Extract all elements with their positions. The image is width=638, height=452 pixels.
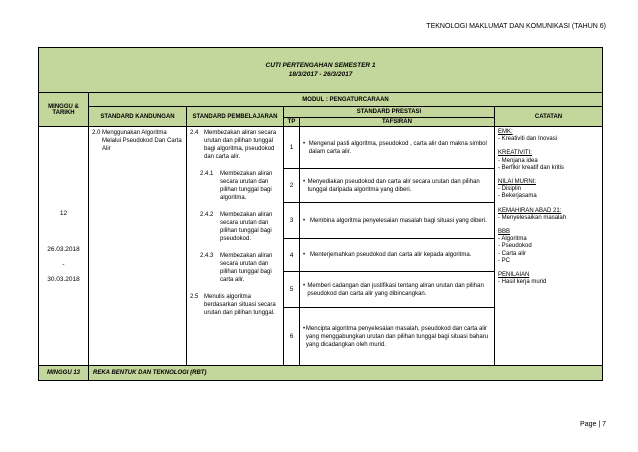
sk-text: Menggunakan Algoritma Melalui Pseudokod Dan Carta Alir bbox=[102, 130, 182, 152]
catatan-kemahiran-abad-21: KEMAHIRAN ABAD 21: - Menyelesaikan masalah bbox=[498, 207, 567, 221]
lesson-plan-table bbox=[38, 47, 603, 381]
sp-item-2-4: 2.4 Membezakan aliran secara urutan dan pilihan tunggal bagi algoritma, pseudokod dan carta alir. bbox=[190, 130, 277, 160]
tafsiran-6: • Mencipta algoritma penyelesaian masalah, pseudokod dan carta alir yang menggabungkan urutan dan pilihan tunggal bagi situasi baharu yang dicadangkan oleh murid. bbox=[300, 308, 495, 366]
catatan-emk: EMK: - Kreativiti dan Inovasi bbox=[498, 129, 558, 143]
catatan-header: CATATAN bbox=[495, 107, 603, 127]
tafsiran-1: • Mengenal pasti algoritma, pseudokod , carta alir dan makna simbol dalam carta alir. bbox=[300, 127, 495, 169]
rbt-cell: REKA BENTUK DAN TEKNOLOGI (RBT) bbox=[89, 366, 603, 381]
week-cell bbox=[39, 127, 89, 366]
tp-level-4: 4 bbox=[284, 239, 300, 272]
tp-level-3: 3 bbox=[284, 203, 300, 239]
cuti-cell bbox=[39, 48, 603, 93]
minggu-13-row bbox=[39, 366, 603, 381]
tafsiran-3: • Membina algoritma penyelesaian masalah bagi situasi yang diberi. bbox=[300, 203, 495, 239]
tafsiran-4: • Menterjemahkan pseudokod dan carta alir kepada algoritma. bbox=[300, 239, 495, 272]
tafsiran-5: • Memberi cadangan dan justifikasi tentang aliran urutan dan pilihan pseudokod dan carta alir yang dibincangkan. bbox=[300, 272, 495, 308]
modul-header: MODUL : PENGATURCARAAN bbox=[89, 93, 603, 107]
tp-level-2: 2 bbox=[284, 169, 300, 203]
standard-pembelajaran-header: STANDARD PEMBELAJARAN bbox=[187, 107, 284, 127]
sp-item-2-4-1: 2.4.1 Membezakan aliran secara urutan dan pilihan tunggal bagi algoritma. bbox=[200, 171, 273, 201]
standard-prestasi-header: STANDARD PRESTASI bbox=[284, 107, 495, 118]
catatan-nilai-murni: NILAI MURNI: - Disiplin - Bekerjasama bbox=[498, 179, 537, 200]
tp-level-1: 1 bbox=[284, 127, 300, 169]
document-header: TEKNOLOGI MAKLUMAT DAN KOMUNIKASI (TAHUN 6) bbox=[426, 23, 606, 30]
week-number: 12 bbox=[59, 209, 68, 217]
tp-level-6: 6 bbox=[284, 308, 300, 366]
catatan-cell bbox=[495, 127, 603, 366]
cuti-row bbox=[39, 48, 603, 93]
standard-pembelajaran-cell bbox=[187, 127, 284, 366]
cuti-title: CUTI PERTENGAHAN SEMESTER 1 bbox=[265, 62, 376, 69]
minggu-tarikh-header: MINGGU & TARIKH bbox=[39, 93, 89, 127]
standard-kandungan-header: STANDARD KANDUNGAN bbox=[89, 107, 187, 127]
sp-item-2-4-2: 2.4.2 Membezakan aliran secara urutan dan pilihan tunggal bagi pseudokod. bbox=[200, 212, 273, 242]
catatan-penilaian: PENILAIAN - Hasil kerja murid bbox=[498, 272, 547, 286]
content-row-tp1 bbox=[39, 127, 603, 169]
tp-level-5: 5 bbox=[284, 272, 300, 308]
tafsiran-header: TAFSIRAN bbox=[300, 118, 495, 127]
week-start-date: 26.03.2018 bbox=[47, 245, 80, 253]
sk-number: 2.0 bbox=[92, 130, 101, 136]
catatan-kreativiti: KREATIVITI: - Menjana idea - Berfikir kreatif dan kritis bbox=[498, 150, 565, 171]
cuti-dates: 18/3/2017 - 26/3/2017 bbox=[288, 71, 353, 78]
header-row-1 bbox=[39, 93, 603, 107]
minggu-13-cell: MINGGU 13 bbox=[39, 366, 89, 381]
page-number: Page | 7 bbox=[580, 421, 606, 428]
tafsiran-2: • Menyediakan pseudokod dan carta alir secara urutan dan pilihan tunggal daripada algoritma yang diberi. bbox=[300, 169, 495, 203]
catatan-bbb: BBB - Algoritma - Pseudokod - Carta alir - PC bbox=[498, 229, 532, 264]
header-row-2 bbox=[39, 107, 603, 118]
sp-item-2-4-3: 2.4.3 Membezakan aliran secara urutan dan pilihan tunggal bagi carta alir. bbox=[200, 253, 273, 283]
week-separator: - bbox=[62, 260, 65, 268]
tp-header: TP bbox=[284, 118, 300, 127]
standard-kandungan-cell bbox=[89, 127, 187, 366]
sp-item-2-5: 2.5 Menulis algoritma berdasarkan situasi secara urutan dan pilihan tunggal. bbox=[190, 294, 276, 316]
week-end-date: 30.03.2018 bbox=[47, 275, 80, 283]
